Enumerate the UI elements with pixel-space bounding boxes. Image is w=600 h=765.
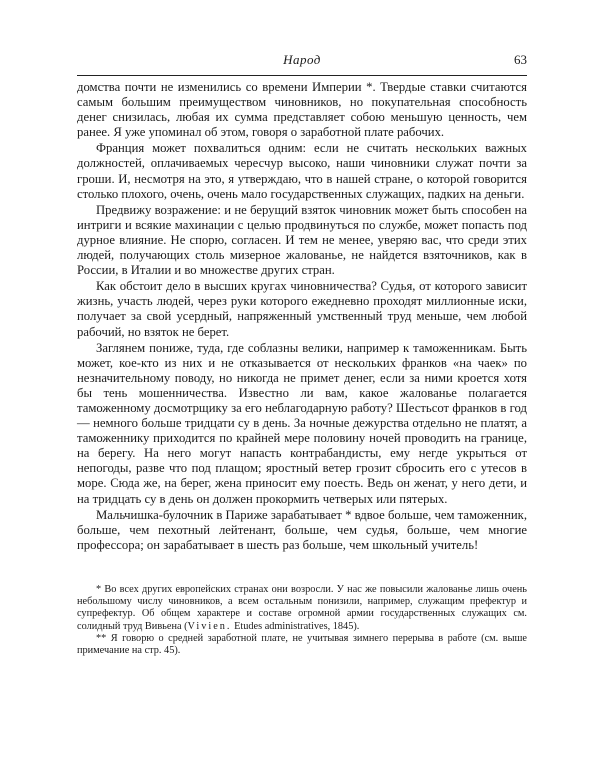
paragraph: Как обстоит дело в высших кругах чиновничества? Судья, от которого зависит жизнь, участь людей, через руки которого ежедневно проходят миллионные иски, получает за свой усердный, напряженный умственный труд меньше, чем любой рабочий, но взяток не берет. — [77, 279, 527, 339]
page-number: 63 — [514, 52, 527, 67]
paragraph: Предвижу возражение: и не берущий взяток чиновник может быть способен на интриги и всякие махинации с целью продвинуться по службе, может попасть под дурное влияние. Не спорю, согласен. И тем не менее, уверяю вас, что среди этих людей, получающих столь мизерное жалованье, не найдется взяточников, как в России, в Италии и во множестве других стран. — [77, 202, 527, 278]
footnote-1-author: Vivien. — [187, 620, 232, 632]
header-rule — [77, 75, 527, 76]
paragraph: Мальчишка-булочник в Париже зарабатывает * вдвое больше, чем таможенник, больше, чем пехотный лейтенант, больше, чем судья, больше, чем многие профессора; он зарабатывает в шесть раз больше, чем школьный учитель! — [77, 507, 527, 552]
page-header — [77, 50, 527, 72]
paragraph: Франция может похвалиться одним: если не считать нескольких важных должностей, оплачиваемых чересчур высоко, наши чиновники служат почти за гроши. И, несмотря на это, я утверждаю, что в нашей стране, о которой говорится столько плохого, очень, очень мало государственных служащих, падких на деньги. — [77, 141, 527, 201]
paragraph: домства почти не изменились со времени Империи *. Твердые ставки считаются самым большим преимуществом чиновников, но покупательная способность денег снизилась, любая их сумма представляет собою меньшую ценность, чем ранее. Я уже упоминал об этом, говоря о заработной плате рабочих. — [77, 80, 527, 140]
footnotes — [77, 584, 527, 657]
footnote-2: ** Я говорю о средней заработной плате, не учитывая зимнего перерыва в работе (см. выше примечание на стр. 45). — [77, 632, 527, 657]
footnote-1 — [77, 584, 527, 633]
running-title: Народ — [283, 52, 321, 67]
footnote-1-text: * Во всех других европейских странах они возросли. У нас же повысили жалованье лишь очень небольшому числу чиновников, а всем остальным понизили, например, служащим префектур и супрефектур. Об общем характере и составе огромной армии государственных служащих см. солидный труд Вивьена ( — [77, 584, 527, 632]
footnote-1-tail: Etudes administratives, 1845). — [231, 620, 360, 632]
main-text — [77, 80, 527, 554]
paragraph: Заглянем пониже, туда, где соблазны велики, например к таможенникам. Быть может, кое-кто из них и не отказывается от нескольких франков «на чаек» по незначительному поводу, но никогда не примет денег, если за ними кроется хотя бы тень мошенничества. Известно ли вам, какое жалованье полагается таможенному досмотрщику за его неблагодарную работу? Шестьсот франков в год — немного больше тридцати су в день. За ночные дежурства отдельно не платят, а таможеннику приходится по крайней мере половину ночей проводить на границе, на берегу. На него могут напасть контрабандисты, ему негде укрыться от непогоды, разве что под плащом; яростный ветер грозит сбросить его с утесов в море. Сюда же, на берег, жена приносит ему поесть. Ведь он женат, у него дети, и на тридцать су в день он должен прокормить четверых или пятерых. — [77, 340, 527, 506]
